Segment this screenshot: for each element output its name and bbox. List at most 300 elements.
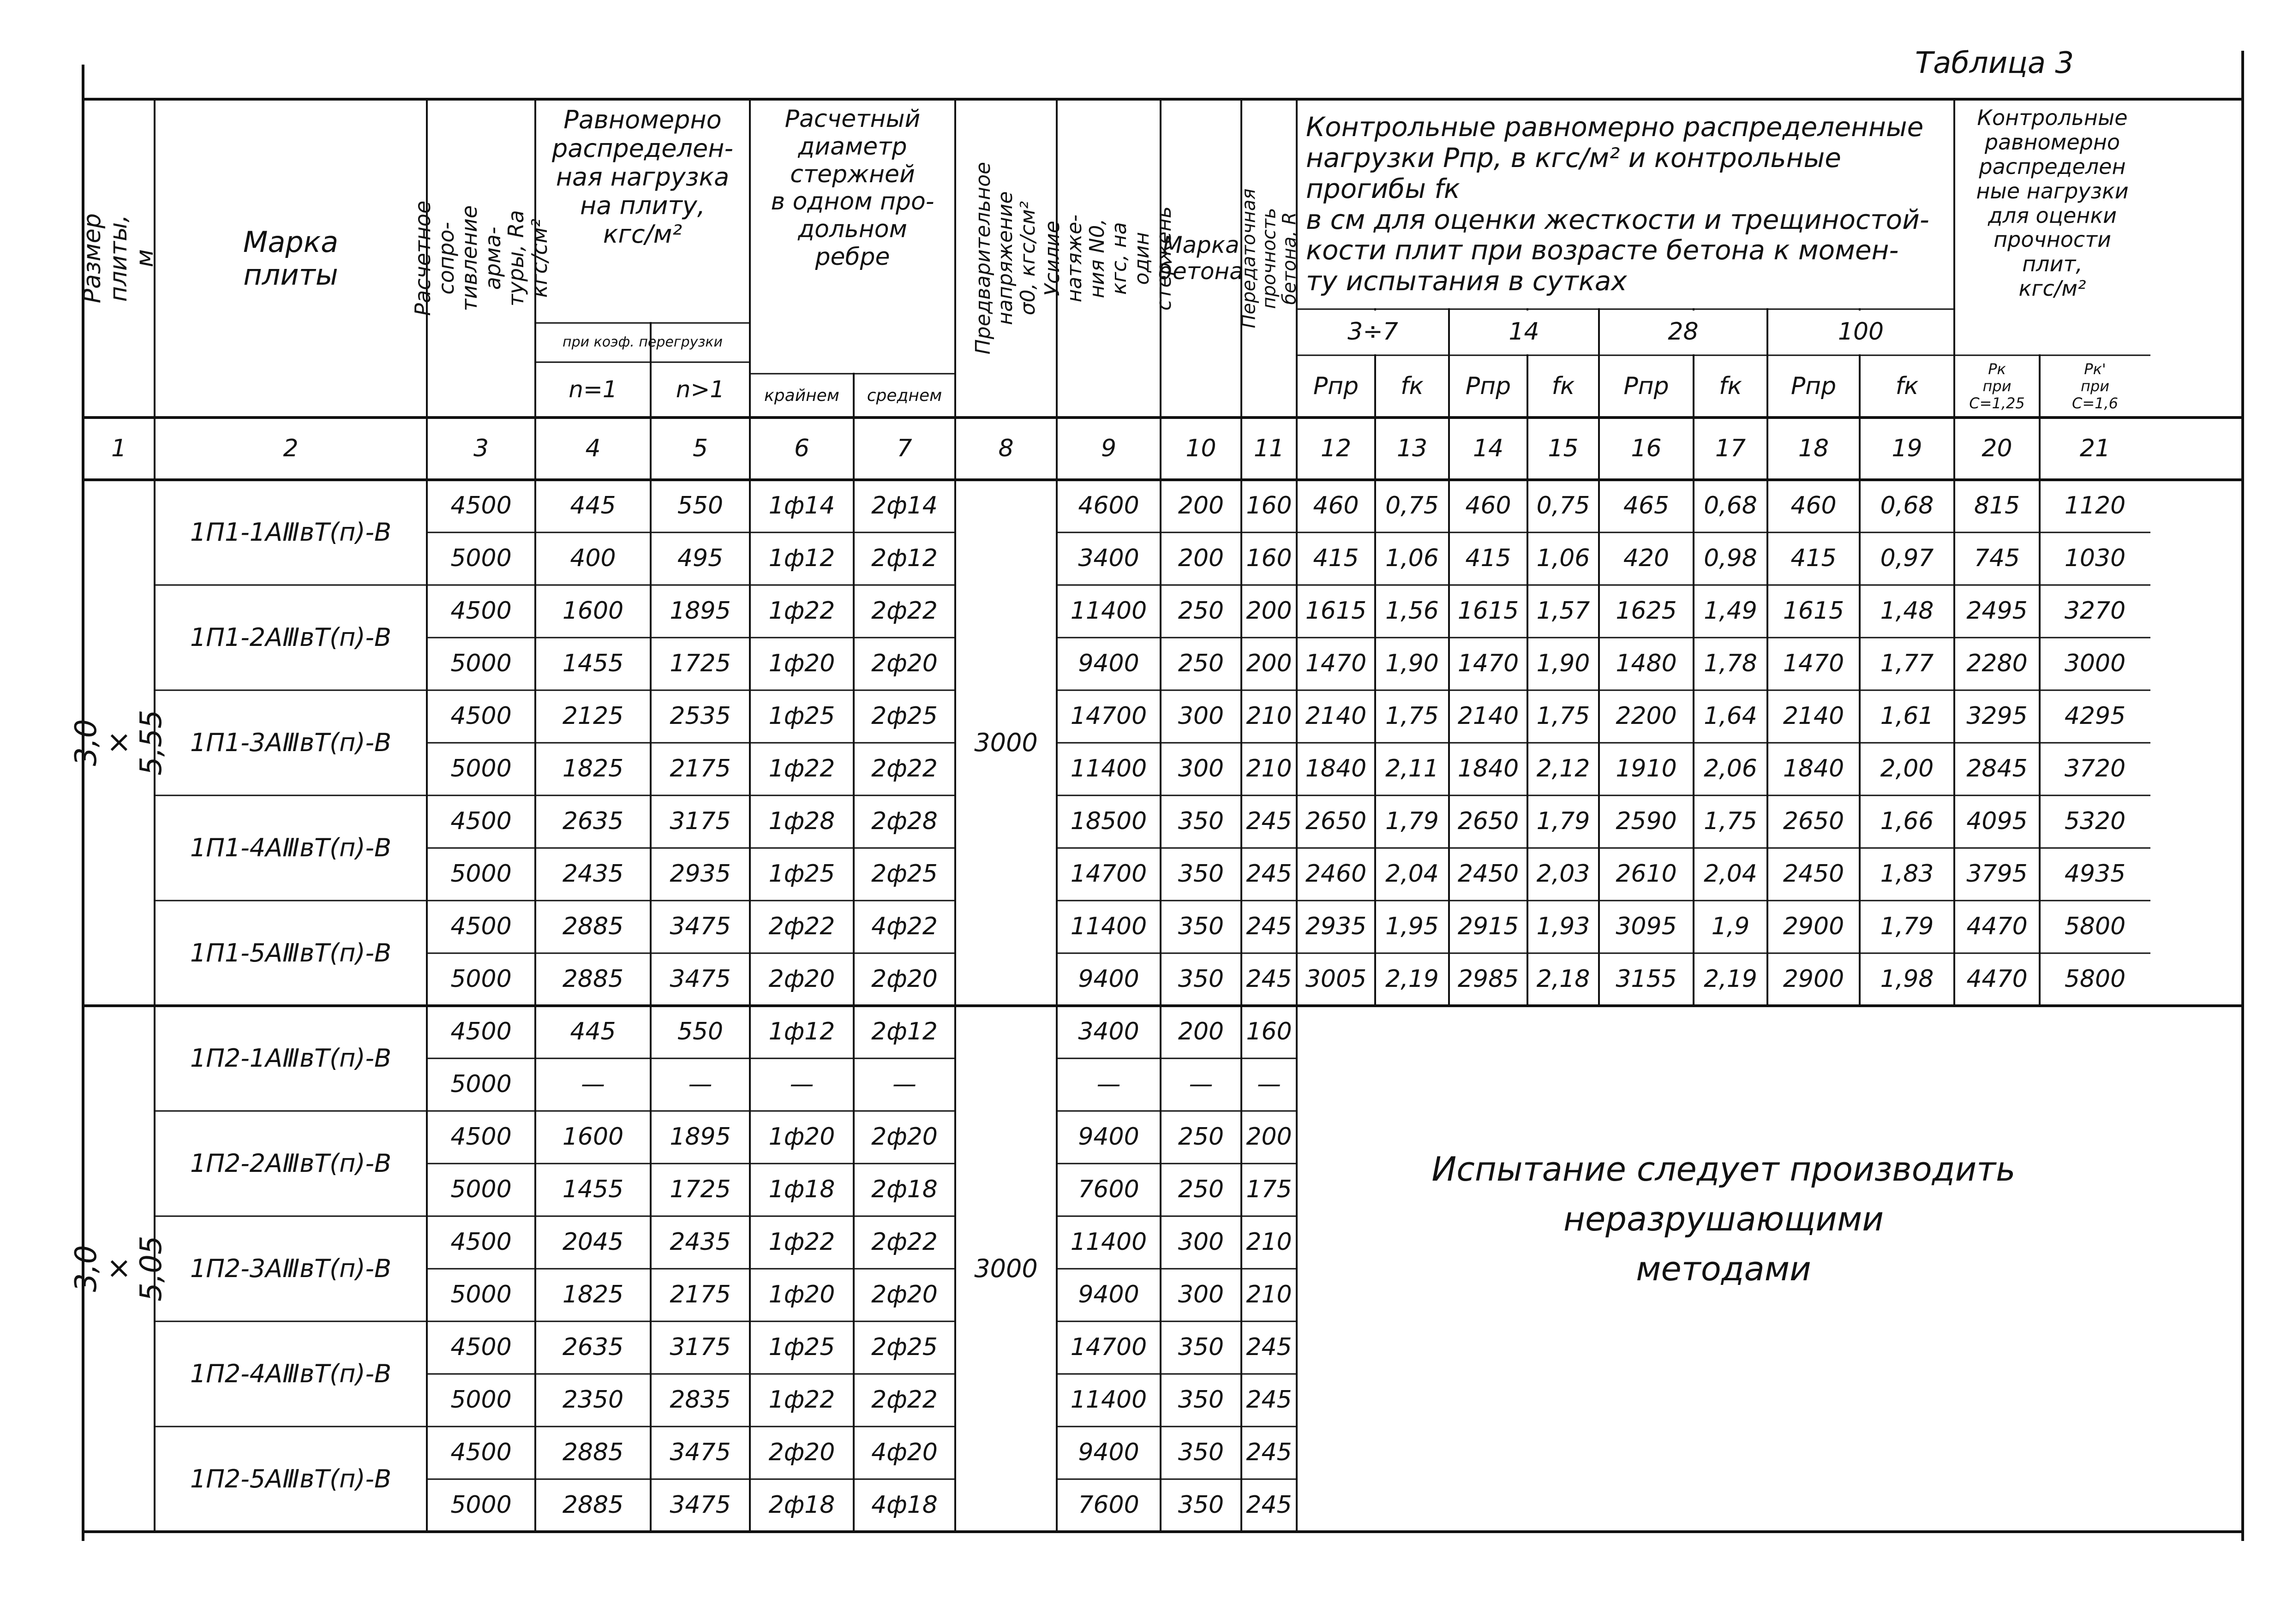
- slab-mark: 1П1-1АⅢвТ(п)-В: [190, 517, 392, 547]
- table-cell: 1ф25: [768, 702, 835, 730]
- table-cell: 250: [1178, 1176, 1224, 1204]
- table-cell: 2ф20: [768, 965, 835, 993]
- column-number: 9: [1101, 434, 1117, 462]
- column-number: 17: [1715, 434, 1746, 462]
- table-cell: 2ф22: [871, 597, 938, 625]
- table-cell: 1,66: [1880, 807, 1934, 836]
- table-cell: 4500: [450, 1439, 512, 1467]
- table-cell: 5000: [450, 1386, 512, 1414]
- header-uniform-load: Равномерно распределен- ная нагрузка на плиту, кгс/м²: [552, 105, 733, 249]
- column-number: 13: [1396, 434, 1428, 462]
- table-cell: 5000: [450, 1281, 512, 1309]
- table-cell: 3475: [670, 1439, 731, 1467]
- table-cell: 1,06: [1536, 544, 1590, 573]
- table-cell: 1,93: [1536, 913, 1590, 941]
- table-cell: 245: [1246, 1333, 1292, 1361]
- table-cell: 415: [1313, 544, 1359, 573]
- table-cell: 1ф28: [768, 807, 835, 836]
- column-number: 7: [897, 434, 912, 462]
- column-number: 14: [1473, 434, 1504, 462]
- column-number: 12: [1320, 434, 1352, 462]
- column-number: 18: [1798, 434, 1829, 462]
- table-cell: 350: [1178, 965, 1224, 993]
- table-cell: 2ф18: [871, 1176, 938, 1204]
- table-cell: 210: [1246, 1228, 1292, 1256]
- table-cell: 1ф22: [768, 755, 835, 783]
- table-cell: 0,68: [1880, 492, 1934, 520]
- table-cell: 1,77: [1880, 650, 1934, 678]
- slab-mark: 1П1-2АⅢвТ(п)-В: [190, 622, 392, 652]
- table-cell: 1,48: [1880, 597, 1934, 625]
- table-cell: 2140: [1305, 702, 1367, 730]
- table-cell: 4500: [450, 702, 512, 730]
- slab-mark: 1П1-5АⅢвТ(п)-В: [190, 938, 392, 967]
- table-cell: 2450: [1457, 860, 1519, 888]
- table-cell: 0,98: [1704, 544, 1757, 573]
- table-cell: 2ф20: [871, 1123, 938, 1151]
- table-cell: 0,97: [1880, 544, 1934, 573]
- table-cell: 4ф20: [871, 1439, 938, 1467]
- table-cell: 2ф22: [871, 755, 938, 783]
- test-note: Испытание следует производить неразрушающими методами: [1431, 1150, 2016, 1288]
- table-cell: 1725: [670, 650, 731, 678]
- table-cell: 2650: [1783, 807, 1844, 836]
- table-cell: 4500: [450, 597, 512, 625]
- table-cell: 1725: [670, 1176, 731, 1204]
- table-cell: 2495: [1966, 597, 2028, 625]
- table-cell: 4500: [450, 1018, 512, 1046]
- table-cell: 4470: [1966, 965, 2028, 993]
- table-cell: 5000: [450, 1176, 512, 1204]
- column-number: 6: [794, 434, 810, 462]
- table-cell: 2985: [1457, 965, 1519, 993]
- column-number: 10: [1185, 434, 1216, 462]
- table-cell: 4500: [450, 807, 512, 836]
- table-cell: 415: [1465, 544, 1511, 573]
- table-cell: 4295: [2064, 702, 2126, 730]
- header-n1: n=1: [569, 376, 617, 403]
- header-strength: Контрольные равномерно распределен ные нагрузки для оценки прочности плит, кгс/м²: [1976, 105, 2129, 301]
- table-cell: 4500: [450, 1123, 512, 1151]
- table-cell: 745: [1974, 544, 2020, 573]
- column-number: 5: [692, 434, 708, 462]
- header-edge: крайнем: [764, 386, 839, 405]
- table-cell: 1120: [2064, 492, 2126, 520]
- table-cell: 250: [1178, 1123, 1224, 1151]
- table-cell: 1ф12: [768, 1018, 835, 1046]
- table-cell: 2ф22: [768, 913, 835, 941]
- header-transfer: Передаточная прочность бетона, R: [1238, 188, 1300, 328]
- table-cell: 350: [1178, 1439, 1224, 1467]
- table-cell: 2,04: [1385, 860, 1439, 888]
- table-cell: 1,79: [1385, 807, 1439, 836]
- table-cell: 1,61: [1880, 702, 1934, 730]
- table-cell: 1825: [562, 1281, 624, 1309]
- table-cell: 2,04: [1704, 860, 1757, 888]
- table-cell: 1615: [1305, 597, 1367, 625]
- table-cell: 460: [1313, 492, 1359, 520]
- table-cell: 2935: [1305, 913, 1367, 941]
- table-cell: 2ф25: [871, 860, 938, 888]
- table-cell: 2900: [1783, 965, 1844, 993]
- table-cell: 2ф25: [871, 702, 938, 730]
- header-prestress: Предварительное напряжение σ0, кгс/см²: [971, 162, 1040, 355]
- table-cell: 2,19: [1385, 965, 1439, 993]
- table-cell: 2ф12: [871, 1018, 938, 1046]
- table-cell: 4600: [1078, 492, 1139, 520]
- table-cell: 4500: [450, 913, 512, 941]
- table-cell: 1,75: [1536, 702, 1590, 730]
- table-cell: 4ф18: [871, 1491, 938, 1519]
- table-cell: 300: [1178, 1281, 1224, 1309]
- table-cell: 2885: [562, 913, 624, 941]
- table-cell: 2450: [1783, 860, 1844, 888]
- table-cell: 2ф20: [871, 1281, 938, 1309]
- table-cell: 2650: [1305, 807, 1367, 836]
- table-cell: 460: [1790, 492, 1837, 520]
- table-cell: 14700: [1070, 1333, 1147, 1361]
- table-cell: 9400: [1078, 965, 1139, 993]
- table-cell: 350: [1178, 807, 1224, 836]
- slab-mark: 1П2-3АⅢвТ(п)-В: [190, 1254, 392, 1283]
- table-cell: 2045: [562, 1228, 624, 1256]
- table-cell: 1,83: [1880, 860, 1934, 888]
- column-number: 3: [473, 434, 489, 462]
- table-cell: 1,95: [1385, 913, 1439, 941]
- table-cell: 1ф18: [768, 1176, 835, 1204]
- table-cell: 250: [1178, 650, 1224, 678]
- header-ra: Расчетное сопро- тивление арма- туры, Ra кгс/см²: [410, 200, 552, 316]
- table-cell: 2835: [670, 1386, 731, 1414]
- table-cell: 1840: [1305, 755, 1367, 783]
- table-cell: 4500: [450, 1333, 512, 1361]
- table-cell: 11400: [1070, 1228, 1147, 1256]
- table-cell: 1,90: [1536, 650, 1590, 678]
- table-cell: 1,49: [1704, 597, 1757, 625]
- header-n-gt1: n>1: [676, 376, 725, 403]
- table-cell: 2175: [670, 1281, 731, 1309]
- table-cell: 1910: [1616, 755, 1677, 783]
- table-cell: 2900: [1783, 913, 1844, 941]
- table-cell: 1ф22: [768, 597, 835, 625]
- table-cell: —: [892, 1070, 916, 1099]
- header-pnp: Рпр: [1790, 372, 1837, 400]
- table-cell: 3005: [1305, 965, 1367, 993]
- table-cell: 5000: [450, 755, 512, 783]
- header-fk: fк: [1719, 372, 1742, 400]
- table-cell: 4935: [2064, 860, 2126, 888]
- header-fk: fк: [1551, 372, 1575, 400]
- table-cell: 460: [1465, 492, 1511, 520]
- table-cell: 300: [1178, 1228, 1224, 1256]
- table-cell: 2ф20: [871, 650, 938, 678]
- table-cell: 1825: [562, 755, 624, 783]
- table-cell: 4470: [1966, 913, 2028, 941]
- table-cell: 1470: [1457, 650, 1519, 678]
- table-cell: 2140: [1457, 702, 1519, 730]
- group-size-label: 3,0 × 5,05: [69, 1236, 168, 1302]
- header-fk: fк: [1401, 372, 1424, 400]
- table-cell: 2,19: [1704, 965, 1757, 993]
- table-cell: 1895: [670, 597, 731, 625]
- table-cell: 3400: [1078, 1018, 1139, 1046]
- table-cell: 5000: [450, 544, 512, 573]
- table-cell: 1,79: [1536, 807, 1590, 836]
- table-cell: 1ф25: [768, 860, 835, 888]
- column-number: 19: [1892, 434, 1922, 462]
- table-cell: 1ф12: [768, 544, 835, 573]
- table-cell: 1470: [1305, 650, 1367, 678]
- column-number: 8: [998, 434, 1014, 462]
- table-cell: 3475: [670, 965, 731, 993]
- table-cell: 2350: [562, 1386, 624, 1414]
- table-cell: 5000: [450, 1070, 512, 1099]
- table-cell: 1895: [670, 1123, 731, 1151]
- header-pnp: Рпр: [1623, 372, 1669, 400]
- header-overload-coef: при коэф. перегрузки: [562, 334, 723, 351]
- table-cell: 400: [570, 544, 616, 573]
- table-cell: 3795: [1966, 860, 2028, 888]
- header-age-1: 3÷7: [1347, 318, 1398, 346]
- table-cell: 1ф22: [768, 1228, 835, 1256]
- table-cell: 2200: [1616, 702, 1677, 730]
- header-size: Размер плиты, м: [78, 213, 159, 304]
- table-cell: 3475: [670, 913, 731, 941]
- table-cell: —: [1189, 1070, 1213, 1099]
- table-cell: 3095: [1616, 913, 1677, 941]
- table-cell: 2935: [670, 860, 731, 888]
- table-cell: 1480: [1616, 650, 1677, 678]
- table-cell: 420: [1623, 544, 1670, 573]
- table-cell: 3175: [670, 1333, 731, 1361]
- table-cell: 1ф22: [768, 1386, 835, 1414]
- column-number: 2: [283, 434, 299, 462]
- slab-mark: 1П2-4АⅢвТ(п)-В: [190, 1359, 392, 1388]
- slab-mark: 1П1-4АⅢвТ(п)-В: [190, 833, 392, 862]
- table-cell: 200: [1246, 1123, 1292, 1151]
- table-cell: 2ф20: [768, 1439, 835, 1467]
- table-cell: 5000: [450, 1491, 512, 1519]
- table-cell: —: [688, 1070, 712, 1099]
- table-cell: 5800: [2064, 965, 2126, 993]
- table-cell: 4095: [1966, 807, 2028, 836]
- table-cell: 1ф20: [768, 650, 835, 678]
- slab-mark: 1П2-1АⅢвТ(п)-В: [190, 1043, 392, 1073]
- table-cell: 9400: [1078, 1439, 1139, 1467]
- table-cell: 0,68: [1704, 492, 1757, 520]
- table-cell: 465: [1623, 492, 1670, 520]
- table-cell: 1625: [1616, 597, 1677, 625]
- table-cell: 1455: [562, 1176, 624, 1204]
- table-cell: 350: [1178, 1491, 1224, 1519]
- table-cell: 2635: [562, 807, 624, 836]
- prestress-value: 3000: [974, 728, 1038, 757]
- header-age-2: 14: [1509, 318, 1539, 346]
- header-pk1: Рк при С=1,25: [1969, 360, 2025, 412]
- table-cell: 3295: [1966, 702, 2028, 730]
- table-cell: 1840: [1457, 755, 1519, 783]
- table-cell: 5000: [450, 860, 512, 888]
- prestress-value: 3000: [974, 1254, 1038, 1283]
- table-cell: 245: [1246, 807, 1292, 836]
- table-cell: 7600: [1078, 1176, 1139, 1204]
- table-cell: —: [1257, 1070, 1281, 1099]
- column-number: 20: [1982, 434, 2012, 462]
- table-cell: 18500: [1070, 807, 1147, 836]
- table-cell: 1ф25: [768, 1333, 835, 1361]
- table-cell: 4ф22: [871, 913, 938, 941]
- table-cell: 2435: [670, 1228, 731, 1256]
- table-cell: 3000: [2064, 650, 2126, 678]
- table-cell: 160: [1246, 492, 1292, 520]
- table-cell: 495: [677, 544, 724, 573]
- table-cell: 1600: [562, 1123, 624, 1151]
- header-pnp: Рпр: [1313, 372, 1359, 400]
- table-cell: 350: [1178, 860, 1224, 888]
- slab-mark: 1П1-3АⅢвТ(п)-В: [190, 728, 392, 757]
- table-cell: 3475: [670, 1491, 731, 1519]
- slab-mark: 1П2-2АⅢвТ(п)-В: [190, 1148, 392, 1178]
- table-cell: 2,00: [1880, 755, 1934, 783]
- table-cell: 3720: [2064, 755, 2126, 783]
- table-cell: 1,56: [1385, 597, 1439, 625]
- table-cell: 2590: [1616, 807, 1677, 836]
- table-cell: 5000: [450, 650, 512, 678]
- table-cell: 210: [1246, 1281, 1292, 1309]
- table-cell: 2885: [562, 965, 624, 993]
- table-cell: 0,75: [1536, 492, 1590, 520]
- table-cell: 245: [1246, 965, 1292, 993]
- table-title: Таблица 3: [1915, 46, 2074, 80]
- table-cell: 2915: [1457, 913, 1519, 941]
- table-cell: 2ф14: [871, 492, 938, 520]
- table-cell: 200: [1178, 544, 1224, 573]
- table-cell: 2,03: [1536, 860, 1590, 888]
- table-cell: —: [1096, 1070, 1121, 1099]
- table-cell: 2ф25: [871, 1333, 938, 1361]
- table-cell: 1,79: [1880, 913, 1934, 941]
- table-cell: 550: [677, 492, 724, 520]
- table-cell: 1600: [562, 597, 624, 625]
- table-cell: 0,75: [1385, 492, 1439, 520]
- group-size-label: 3,0 × 5,55: [69, 710, 168, 776]
- table-cell: 2280: [1966, 650, 2028, 678]
- header-concrete: Марка бетона: [1158, 231, 1244, 285]
- table-cell: 3400: [1078, 544, 1139, 573]
- table-cell: 245: [1246, 1491, 1292, 1519]
- table-cell: 175: [1246, 1176, 1292, 1204]
- table-cell: 1840: [1783, 755, 1844, 783]
- table-cell: 245: [1246, 913, 1292, 941]
- table-cell: 7600: [1078, 1491, 1139, 1519]
- table-cell: 1ф20: [768, 1123, 835, 1151]
- table-cell: 245: [1246, 1439, 1292, 1467]
- table-cell: 2,11: [1385, 755, 1439, 783]
- header-diameter: Расчетный диаметр стержней в одном про- дольном ребре: [771, 105, 934, 271]
- header-control-loads: Контрольные равномерно распределенные нагрузки Рпр, в кгс/м² и контрольные прогибы fк в см для оценки жесткости и трещиностой- кости плит при возрасте бетона к момен- ту испытания в сутках: [1306, 111, 1929, 297]
- table-cell: 5800: [2064, 913, 2126, 941]
- table-cell: 1ф14: [768, 492, 835, 520]
- table-cell: 9400: [1078, 650, 1139, 678]
- table-cell: 200: [1246, 597, 1292, 625]
- table-cell: 1,75: [1704, 807, 1757, 836]
- header-middle: среднем: [867, 386, 942, 405]
- table-cell: 2885: [562, 1491, 624, 1519]
- table-cell: 5000: [450, 965, 512, 993]
- table-cell: 1470: [1783, 650, 1844, 678]
- table-cell: 300: [1178, 755, 1224, 783]
- table-cell: 2ф18: [768, 1491, 835, 1519]
- table-cell: 3175: [670, 807, 731, 836]
- table-cell: 5320: [2064, 807, 2126, 836]
- table-cell: 245: [1246, 1386, 1292, 1414]
- table-cell: 2845: [1966, 755, 2028, 783]
- column-number: 15: [1548, 434, 1579, 462]
- table-cell: 11400: [1070, 597, 1147, 625]
- table-cell: 2,06: [1704, 755, 1757, 783]
- column-number: 21: [2079, 434, 2111, 462]
- table-cell: 3270: [2064, 597, 2126, 625]
- table-cell: 2140: [1783, 702, 1844, 730]
- table-cell: 2535: [670, 702, 731, 730]
- table-cell: 2ф20: [871, 965, 938, 993]
- table-cell: 14700: [1070, 860, 1147, 888]
- column-number: 4: [585, 434, 601, 462]
- column-number: 16: [1631, 434, 1662, 462]
- header-age-4: 100: [1838, 318, 1884, 346]
- table-cell: 160: [1246, 1018, 1292, 1046]
- header-pk2: Рк' при С=1,6: [2071, 360, 2119, 412]
- header-pnp: Рпр: [1465, 372, 1511, 400]
- table-cell: 11400: [1070, 1386, 1147, 1414]
- table-cell: 11400: [1070, 913, 1147, 941]
- table-cell: 210: [1246, 755, 1292, 783]
- table-cell: 1,06: [1385, 544, 1439, 573]
- table-cell: 1,90: [1385, 650, 1439, 678]
- table-cell: 2435: [562, 860, 624, 888]
- header-mark: Марка плиты: [243, 225, 339, 292]
- table-cell: 350: [1178, 913, 1224, 941]
- table-cell: 300: [1178, 702, 1224, 730]
- table-cell: 9400: [1078, 1281, 1139, 1309]
- table-cell: 1615: [1457, 597, 1519, 625]
- table-cell: 445: [570, 1018, 616, 1046]
- column-number: 11: [1253, 434, 1285, 462]
- table-cell: 14700: [1070, 702, 1147, 730]
- table-cell: 2ф22: [871, 1228, 938, 1256]
- table-cell: 11400: [1070, 755, 1147, 783]
- table-cell: 815: [1974, 492, 2020, 520]
- table-cell: —: [790, 1070, 814, 1099]
- table-cell: 445: [570, 492, 616, 520]
- table-cell: 1,57: [1536, 597, 1590, 625]
- table-cell: 2460: [1305, 860, 1367, 888]
- table-cell: 2ф28: [871, 807, 938, 836]
- table-cell: 550: [677, 1018, 724, 1046]
- table-cell: 4500: [450, 1228, 512, 1256]
- table-cell: 2,12: [1536, 755, 1590, 783]
- table-cell: 2,18: [1536, 965, 1590, 993]
- table-cell: 1615: [1783, 597, 1844, 625]
- table-cell: 415: [1790, 544, 1837, 573]
- header-fk: fк: [1895, 372, 1919, 400]
- table-cell: 210: [1246, 702, 1292, 730]
- table-cell: 1030: [2064, 544, 2126, 573]
- table-cell: 2ф12: [871, 544, 938, 573]
- table-cell: —: [581, 1070, 605, 1099]
- table-cell: 245: [1246, 860, 1292, 888]
- table-cell: 200: [1246, 650, 1292, 678]
